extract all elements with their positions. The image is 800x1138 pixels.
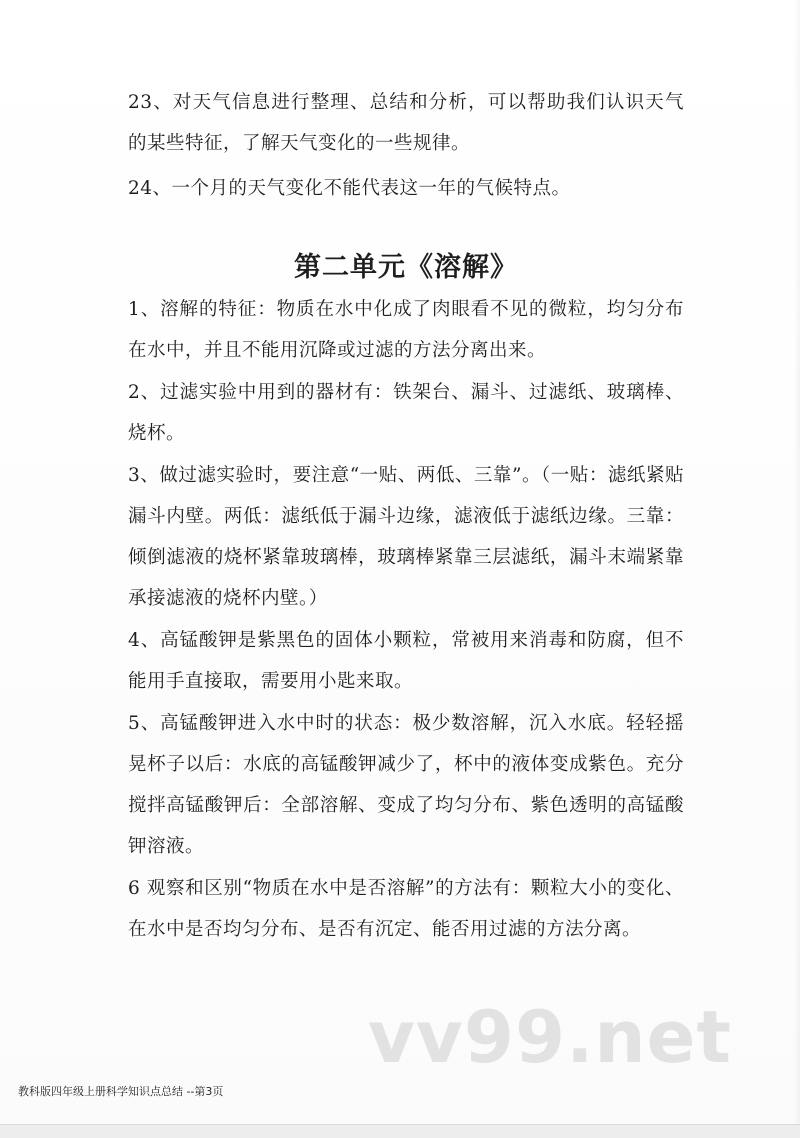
paragraph-24: 24、一个月的天气变化不能代表这一年的气候特点。 — [128, 178, 571, 199]
page-footer: 教科版四年级上册科学知识点总结 --第3页 — [18, 1085, 224, 1098]
section-dissolving — [128, 289, 684, 950]
section-weather-notes — [128, 82, 684, 209]
section-title: 第二单元《溶解》 — [294, 252, 518, 283]
paragraph-23: 23、对天气信息进行整理、总结和分析，可以帮助我们认识天气的某些特征，了解天气变化的一些规律。 — [128, 92, 684, 154]
paragraph-5: 5、高锰酸钾进入水中时的状态：极少数溶解，沉入水底。轻轻摇晃杯子以后：水底的高锰酸钾减少了，杯中的液体变成紫色。充分搅拌高锰酸钾后：全部溶解、变成了均匀分布、紫色透明的高锰酸钾溶液。 — [128, 713, 684, 857]
paragraph-1: 1、溶解的特征：物质在水中化成了肉眼看不见的微粒，均匀分布在水中，并且不能用沉降或过滤的方法分离出来。 — [128, 299, 684, 361]
page-edge-shadow — [794, 0, 800, 1137]
page-content — [128, 82, 684, 951]
page-bottom-edge — [0, 1124, 800, 1138]
paragraph-4: 4、高锰酸钾是紫黑色的固体小颗粒，常被用来消毒和防腐，但不能用手直接取，需要用小匙来取。 — [128, 630, 684, 692]
paragraph-3: 3、做过滤实验时，要注意“一贴、两低、三靠”。（一贴：滤纸紧贴漏斗内壁。两低：滤纸低于漏斗边缘，滤液低于滤纸边缘。三靠：倾倒滤液的烧杯紧靠玻璃棒，玻璃棒紧靠三层滤纸，漏斗末端紧靠承接滤液的烧杯内壁。） — [128, 465, 684, 609]
watermark: vv99.net — [368, 995, 732, 1079]
paragraph-2: 2、过滤实验中用到的器材有：铁架台、漏斗、过滤纸、玻璃棒、烧杯。 — [128, 382, 684, 444]
paragraph-6: 6 观察和区别“物质在水中是否溶解”的方法有：颗粒大小的变化、在水中是否均匀分布、是否有沉定、能否用过滤的方法分离。 — [128, 878, 684, 940]
